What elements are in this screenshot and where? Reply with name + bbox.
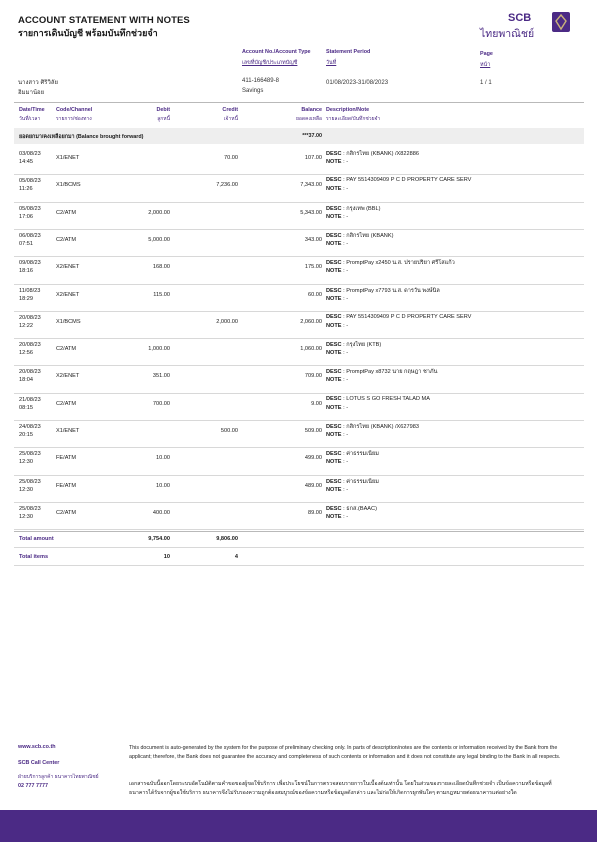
note-value: : - [343, 295, 349, 302]
note-value: : - [343, 213, 349, 220]
footer-brand-bar [0, 810, 597, 842]
period-label-th: วันที่ [326, 60, 337, 66]
note-value: : - [343, 513, 349, 520]
row-balance: 709.00 [304, 373, 322, 380]
row-time-value: 17:06 [19, 213, 33, 220]
row-channel: C2/ATM [56, 509, 77, 516]
row-note [326, 514, 348, 520]
col-debit-th: ลูกหนี้ [157, 116, 170, 122]
total-debit-amount: 9,754.00 [148, 536, 170, 542]
row-date [19, 368, 41, 384]
row-divider [14, 475, 584, 476]
total-amount-label: Total amount [19, 536, 54, 542]
note-value: : - [343, 459, 349, 466]
col-debit: Debit [156, 107, 170, 113]
row-description [326, 259, 455, 267]
row-time-value: 12:22 [19, 322, 33, 329]
desc-value: : PAY 5514309409 P C D PROPERTY CARE SERV [343, 177, 472, 184]
row-channel: X1/ENET [56, 428, 80, 434]
footer-call-center: SCB Call Center [18, 760, 60, 766]
row-time-value: 12:30 [19, 459, 33, 466]
row-date [19, 450, 41, 466]
desc-label: DESC [326, 205, 342, 212]
row-balance: 489.00 [304, 482, 322, 489]
col-desc: Description/Note [326, 107, 370, 113]
customer-surname: ฮิมมาน้อย [18, 90, 45, 96]
note-value: : - [343, 240, 349, 247]
desc-value: : PromptPay x2450 น.ส. ปรายปริยา ศรีโสแก้ว [343, 260, 455, 267]
row-note [326, 377, 348, 383]
row-note [326, 214, 348, 220]
items-row-divider [14, 565, 584, 566]
row-date [19, 396, 41, 412]
note-value: : - [343, 268, 349, 275]
row-date [19, 478, 41, 494]
row-description [326, 423, 419, 431]
row-time-value: 12:30 [19, 486, 33, 493]
row-time-value: 20:15 [19, 432, 33, 438]
row-debit: 400.00 [152, 509, 170, 516]
row-note [326, 296, 348, 302]
row-description [326, 478, 379, 486]
row-divider [14, 229, 584, 230]
row-description [326, 450, 379, 458]
row-credit: 7,236.00 [216, 182, 238, 189]
note-label: NOTE [326, 350, 342, 357]
account-label-th: เลขที่บัญชี/ประเภทบัญชี [242, 60, 298, 66]
row-divider [14, 202, 584, 203]
table-row [14, 450, 584, 477]
row-note [326, 241, 348, 247]
row-time-value: 14:45 [19, 159, 33, 165]
table-row [14, 423, 584, 450]
table-row [14, 177, 584, 204]
row-balance: 60.00 [308, 291, 322, 298]
row-divider [14, 256, 584, 257]
row-channel: X1/ENET [56, 155, 80, 161]
row-balance: 107.00 [304, 155, 322, 161]
row-description [326, 150, 419, 158]
row-date-value: 25/08/23 [19, 505, 41, 512]
total-items-label: Total items [19, 554, 49, 560]
total-debit-items: 10 [163, 554, 170, 560]
col-desc-th: รายละเอียด/บันทึกช่วยจำ [326, 116, 381, 122]
row-date-value: 20/08/23 [19, 369, 41, 376]
footer-call-center-th: ฝ่ายบริการลูกค้า ธนาคารไทยพาณิชย์ [18, 774, 99, 780]
row-balance: 2,060.00 [300, 318, 322, 325]
row-date [19, 205, 41, 221]
table-row [14, 205, 584, 232]
col-date-th: วันที่/เวลา [19, 116, 41, 122]
row-channel: X2/ENET [56, 373, 80, 380]
note-label: NOTE [326, 377, 342, 384]
row-balance: 1,060.00 [300, 346, 322, 353]
page-title-th: รายการเดินบัญชี พร้อมบันทึกช่วยจำ [18, 28, 158, 38]
desc-label: DESC [326, 395, 342, 402]
row-time-value: 18:16 [19, 268, 33, 275]
note-label: NOTE [326, 459, 342, 466]
row-debit: 351.00 [152, 373, 170, 380]
row-description [326, 341, 381, 349]
row-debit: 5,000.00 [148, 236, 170, 243]
row-note [326, 159, 348, 165]
row-divider [14, 502, 584, 503]
row-note [326, 350, 348, 356]
row-note [326, 487, 348, 493]
desc-value: : LOTUS S GO FRESH TALAD MA [343, 395, 430, 402]
row-debit: 2,000.00 [148, 209, 170, 216]
footer-website[interactable]: www.scb.co.th [18, 744, 56, 750]
row-date [19, 287, 40, 303]
brought-forward-label: ยอดยกมา/คงเหลือยกมา (Balance brought forward) [19, 134, 144, 140]
row-note [326, 432, 348, 438]
row-debit: 10.00 [156, 455, 170, 462]
logo-text: SCB [508, 12, 532, 24]
desc-value: : ค่าธรรมเนียม [343, 478, 379, 485]
row-description [326, 205, 380, 213]
desc-value: : PromptPay x7793 น.ส. ดารวัน พงษ์นิล [343, 287, 440, 294]
row-balance: 509.00 [304, 428, 322, 434]
desc-value: : กสิกรไทย (KBANK) [343, 232, 394, 239]
row-date [19, 505, 41, 521]
row-debit: 1,000.00 [148, 346, 170, 353]
row-channel: C2/ATM [56, 346, 77, 353]
row-balance: 89.00 [308, 509, 322, 516]
row-channel: X2/ENET [56, 291, 80, 298]
row-balance: 499.00 [304, 455, 322, 462]
row-date-value: 24/08/23 [19, 424, 41, 430]
scb-logo [480, 12, 570, 42]
desc-value: : ธกส.(BAAC) [343, 505, 377, 512]
desc-value: : กสิกรไทย (KBANK) /X822886 [343, 151, 419, 157]
row-date-value: 06/08/23 [19, 232, 41, 239]
note-label: NOTE [326, 486, 342, 493]
col-credit: Credit [222, 107, 238, 113]
note-value: : - [343, 350, 349, 357]
note-value: : - [343, 377, 349, 384]
desc-label: DESC [326, 369, 342, 376]
desc-value: : กรุงเทพ (BBL) [343, 205, 381, 212]
row-debit: 168.00 [152, 264, 170, 271]
row-time-value: 08:15 [19, 404, 33, 411]
row-date-value: 20/08/23 [19, 342, 41, 349]
col-channel: Code/Channel [56, 107, 93, 113]
totals-divider [14, 531, 584, 532]
table-row [14, 368, 584, 395]
row-note [326, 459, 348, 465]
row-date-value: 03/08/23 [19, 151, 41, 157]
col-date: Date/Time [19, 107, 45, 113]
desc-value: : PAY 5514309409 P C D PROPERTY CARE SERV [343, 313, 472, 320]
row-divider [14, 420, 584, 421]
desc-label: DESC [326, 287, 342, 294]
note-label: NOTE [326, 322, 342, 329]
total-credit-amount: 9,806.00 [216, 536, 238, 542]
row-debit: 10.00 [156, 482, 170, 489]
total-credit-items: 4 [234, 554, 238, 560]
desc-value: : กรุงไทย (KTB) [343, 342, 382, 349]
row-time-value: 07:51 [19, 240, 33, 247]
logo-text-th: ไทยพาณิชย์ [480, 28, 535, 40]
customer-name: นางสาว ศิริวิลัย [18, 80, 59, 86]
row-channel: C2/ATM [56, 236, 77, 243]
desc-label: DESC [326, 342, 342, 349]
table-row [14, 259, 584, 286]
row-note [326, 186, 348, 192]
note-value: : - [343, 486, 349, 493]
totals-row-divider [14, 547, 584, 548]
row-divider [14, 284, 584, 285]
page-number: 1 / 1 [480, 80, 492, 86]
row-credit: 2,000.00 [216, 318, 238, 325]
row-time-value: 11:26 [19, 186, 33, 193]
row-description [326, 505, 377, 513]
brought-forward-row [14, 128, 584, 144]
note-label: NOTE [326, 186, 342, 193]
row-divider [14, 311, 584, 312]
disclaimer-en: This document is auto-generated by the system for the purpose of preliminary checking only. In parts of description/notes are the contents or information received by the Bank from the applicant; therefore, the Bank does not guarantee the accuracy and completeness of such contents or information and it does not constitute any legal binding to the Bank in all respects. [129, 745, 561, 760]
desc-label: DESC [326, 260, 342, 267]
period-label: Statement Period [326, 49, 371, 55]
row-description [326, 314, 471, 320]
desc-label: DESC [326, 478, 342, 485]
table-row [14, 341, 584, 368]
row-description [326, 287, 440, 295]
row-time-value: 18:04 [19, 377, 33, 384]
row-date [19, 423, 41, 439]
row-balance: 175.00 [304, 264, 322, 271]
note-label: NOTE [326, 268, 342, 275]
table-row [14, 287, 584, 314]
desc-label: DESC [326, 505, 342, 512]
col-balance: Balance [301, 107, 322, 113]
row-channel: X2/ENET [56, 264, 80, 271]
scb-emblem-icon [552, 12, 570, 32]
row-balance: 9.00 [311, 400, 322, 407]
note-label: NOTE [326, 432, 342, 438]
row-description [326, 177, 471, 183]
note-label: NOTE [326, 404, 342, 411]
row-channel: FE/ATM [56, 455, 77, 462]
desc-label: DESC [326, 313, 342, 320]
row-time-value: 18:29 [19, 295, 33, 302]
table-row [14, 314, 584, 341]
disclaimer-th: เอกสารฉบับนี้ออกโดยระบบอัตโนมัติตามคำขอของผู้ขอใช้บริการ เพื่อประโยชน์ในการตรวจสอบรายการในเบื้องต้นเท่านั้น โดยในส่วนของรายละเอียดบันทึกช่วยจำ เป็นข้อความหรือข้อมูลที่ธนาคารได้รับจากผู้ขอใช้บริการ ธนาคารจึงไม่รับรองความถูกต้องสมบูรณ์ของข้อความหรือข้อมูลดังกล่าว และไม่ก่อให้เกิดการผูกพันใดๆ ตามกฎหมายต่อธนาคารแต่อย่างใด [129, 781, 552, 796]
account-label: Account No./Account Type [242, 49, 311, 55]
page-label: Page [480, 51, 493, 57]
row-balance: 7,343.00 [300, 182, 322, 189]
column-headers [14, 105, 584, 125]
row-date [19, 314, 41, 330]
row-description [326, 396, 430, 402]
row-divider [14, 174, 584, 175]
row-balance: 343.00 [304, 236, 322, 243]
note-value: : - [343, 186, 349, 193]
desc-label: DESC [326, 451, 342, 458]
row-date-value: 11/08/23 [19, 287, 41, 294]
account-type: Savings [242, 88, 264, 94]
note-value: : - [343, 404, 349, 411]
brought-forward-value: ***37.00 [302, 133, 322, 139]
row-channel: X1/BCMS [56, 318, 81, 325]
row-divider [14, 338, 584, 339]
page-title-en: ACCOUNT STATEMENT WITH NOTES [18, 15, 190, 26]
col-channel-th: รายการ/ช่องทาง [56, 116, 92, 122]
row-description [326, 232, 393, 240]
row-channel: C2/ATM [56, 400, 77, 407]
row-debit: 700.00 [152, 400, 170, 407]
note-value: : - [343, 322, 349, 329]
note-label: NOTE [326, 513, 342, 520]
row-date-value: 20/08/23 [19, 314, 41, 321]
table-row [14, 396, 584, 423]
col-credit-th: เจ้าหนี้ [223, 116, 238, 122]
row-time-value: 12:56 [19, 350, 33, 357]
row-date-value: 21/08/23 [19, 396, 41, 403]
header-divider [14, 102, 584, 103]
row-divider [14, 393, 584, 394]
row-description [326, 368, 437, 376]
row-date-value: 05/08/23 [19, 178, 41, 185]
desc-label: DESC [326, 424, 342, 430]
account-number: 411-166489-8 [242, 78, 279, 84]
table-row [14, 232, 584, 259]
row-channel: C2/ATM [56, 209, 77, 216]
note-label: NOTE [326, 295, 342, 302]
row-date-value: 09/08/23 [19, 260, 41, 267]
desc-value: : กสิกรไทย (KBANK) /X627983 [343, 424, 419, 430]
row-date-value: 05/08/23 [19, 205, 41, 212]
footer-phone: 02 777 7777 [18, 783, 48, 789]
statement-period: 01/08/2023-31/08/2023 [326, 80, 389, 86]
desc-label: DESC [326, 177, 342, 184]
col-balance-th: ยอดคงเหลือ [295, 116, 322, 122]
note-label: NOTE [326, 213, 342, 220]
table-row [14, 478, 584, 505]
note-label: NOTE [326, 240, 342, 247]
row-date [19, 259, 41, 275]
row-divider [14, 447, 584, 448]
row-divider [14, 365, 584, 366]
row-credit: 70.00 [224, 155, 238, 161]
desc-label: DESC [326, 151, 342, 157]
row-channel: X1/BCMS [56, 182, 81, 189]
row-debit: 115.00 [153, 291, 170, 298]
note-value: : - [343, 159, 349, 165]
row-date [19, 341, 41, 357]
row-note [326, 323, 348, 329]
row-time-value: 12:30 [19, 513, 33, 520]
row-note [326, 268, 348, 274]
row-credit: 500.00 [220, 428, 238, 434]
row-date [19, 177, 41, 193]
row-date [19, 232, 41, 248]
page-label-th: หน้า [480, 62, 491, 68]
row-date-value: 25/08/23 [19, 478, 41, 485]
note-value: : - [343, 432, 349, 438]
row-note [326, 405, 348, 411]
desc-value: : PromptPay x8732 นาย กฤษฎา ชาภัน [343, 369, 438, 376]
note-label: NOTE [326, 159, 342, 165]
table-row [14, 505, 584, 532]
desc-value: : ค่าธรรมเนียม [343, 451, 379, 458]
row-balance: 5,343.00 [300, 209, 322, 216]
desc-label: DESC [326, 232, 342, 239]
table-row [14, 150, 584, 177]
row-channel: FE/ATM [56, 482, 77, 489]
row-date [19, 150, 41, 166]
row-date-value: 25/08/23 [19, 451, 41, 458]
